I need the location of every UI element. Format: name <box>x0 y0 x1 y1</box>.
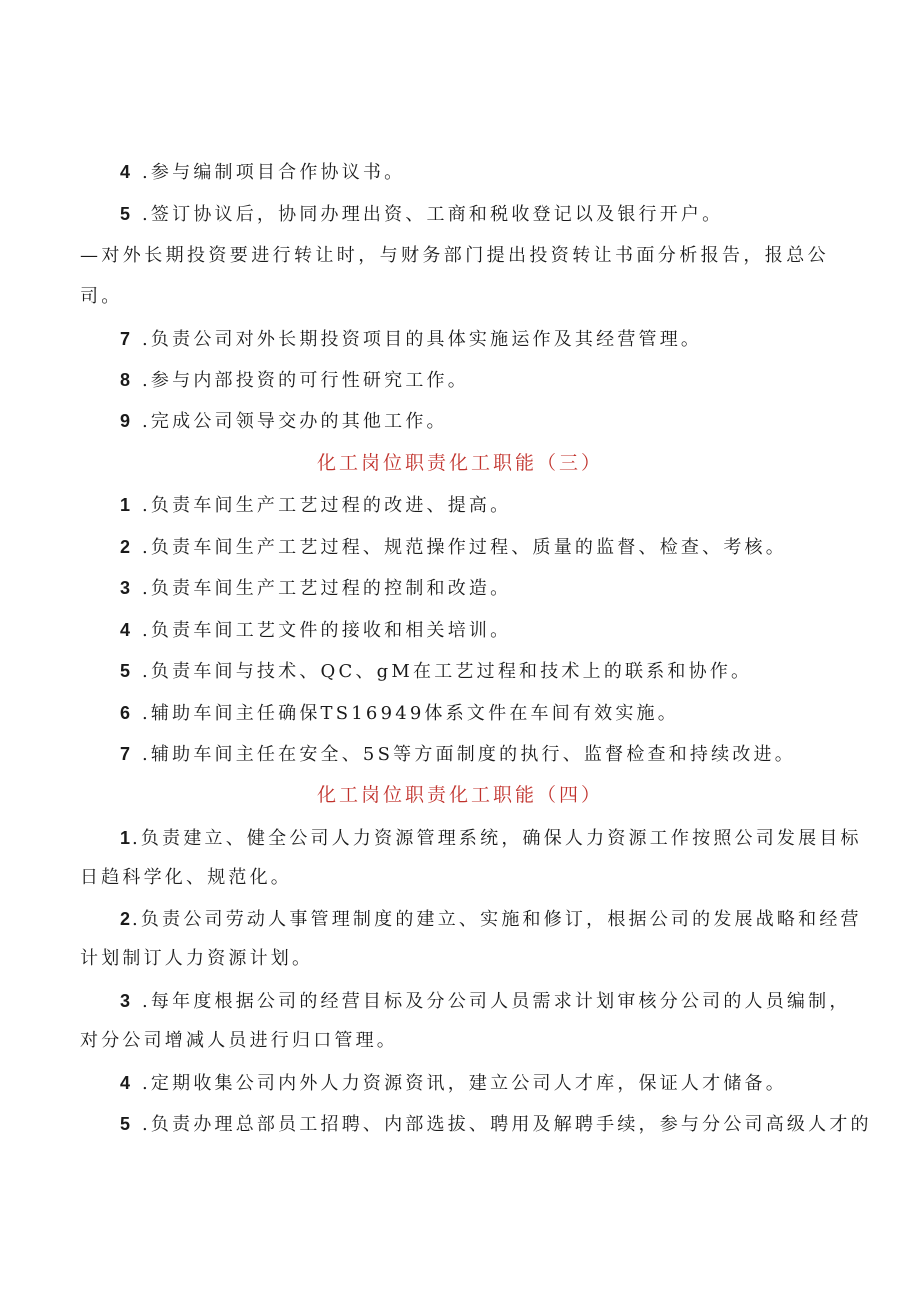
item-number: 1 <box>120 828 131 848</box>
item-text: .签订协议后，协同办理出资、工商和税收登记以及银行开户。 <box>142 204 724 225</box>
paragraph-line: 对分公司增减人员进行归口管理。 <box>80 1030 398 1051</box>
item-number: 2 <box>120 909 131 929</box>
list-item <box>120 327 702 352</box>
list-item <box>120 202 723 227</box>
section-title: 化工岗位职责化工职能（四） <box>316 784 603 806</box>
item-number: 5 <box>120 661 131 681</box>
list-item <box>120 701 679 726</box>
item-number: 4 <box>120 162 131 182</box>
item-number: 2 <box>120 537 131 557</box>
item-text: .负责公司劳动人事管理制度的建立、实施和修订，根据公司的发展战略和经营 <box>132 909 862 930</box>
item-text: .负责办理总部员工招聘、内部选拔、聘用及解聘手续，参与分公司高级人才的 <box>142 1114 872 1135</box>
section-title: 化工岗位职责化工职能（三） <box>316 452 603 474</box>
item-text: .每年度根据公司的经营目标及分公司人员需求计划审核分公司的人员编制， <box>142 991 851 1012</box>
item-text: .负责车间生产工艺过程的控制和改造。 <box>142 578 512 599</box>
paragraph-line: 司。 <box>80 286 123 307</box>
paragraph-line: —对外长期投资要进行转让时，与财务部门提出投资转让书面分析报告，报总公 <box>80 245 829 266</box>
item-text: .辅助车间主任在安全、5S等方面制度的执行、监督检查和持续改进。 <box>142 744 796 765</box>
list-item <box>120 576 511 601</box>
item-text: .负责建立、健全公司人力资源管理系统，确保人力资源工作按照公司发展目标 <box>132 828 862 849</box>
list-item <box>120 989 851 1014</box>
list-item <box>120 368 469 393</box>
item-text: .负责车间生产工艺过程、规范操作过程、质量的监督、检查、考核。 <box>142 537 787 558</box>
list-item <box>120 1112 872 1137</box>
item-number: 9 <box>120 411 131 431</box>
item-text: .定期收集公司内外人力资源资讯，建立公司人才库，保证人才储备。 <box>142 1073 787 1094</box>
item-number: 6 <box>120 703 131 723</box>
item-text: .负责公司对外长期投资项目的具体实施运作及其经营管理。 <box>142 329 703 350</box>
list-item <box>120 618 511 643</box>
item-number: 1 <box>120 495 131 515</box>
list-item <box>120 826 862 851</box>
item-text: .完成公司领导交办的其他工作。 <box>142 411 448 432</box>
item-number: 5 <box>120 1114 131 1134</box>
list-item <box>120 659 752 684</box>
item-text: .参与内部投资的可行性研究工作。 <box>142 370 469 391</box>
item-number: 5 <box>120 204 131 224</box>
item-number: 8 <box>120 370 131 390</box>
item-text: .负责车间工艺文件的接收和相关培训。 <box>142 620 512 641</box>
item-number: 3 <box>120 578 131 598</box>
item-text: .负责车间生产工艺过程的改进、提高。 <box>142 495 512 516</box>
item-text: .参与编制项目合作协议书。 <box>142 162 406 183</box>
list-item <box>120 409 448 434</box>
item-text: .辅助车间主任确保TS16949体系文件在车间有效实施。 <box>142 703 679 724</box>
list-item <box>120 535 787 560</box>
item-number: 7 <box>120 329 131 349</box>
item-text: .负责车间与技术、QC、gM在工艺过程和技术上的联系和协作。 <box>142 661 753 682</box>
item-number: 4 <box>120 1073 131 1093</box>
paragraph-line: 计划制订人力资源计划。 <box>80 948 314 969</box>
list-item <box>120 160 405 185</box>
list-item <box>120 907 862 932</box>
paragraph-line: 日趋科学化、规范化。 <box>80 867 292 888</box>
list-item <box>120 742 796 767</box>
list-item <box>120 1071 787 1096</box>
item-number: 7 <box>120 744 131 764</box>
item-number: 4 <box>120 620 131 640</box>
item-number: 3 <box>120 991 131 1011</box>
list-item <box>120 493 511 518</box>
